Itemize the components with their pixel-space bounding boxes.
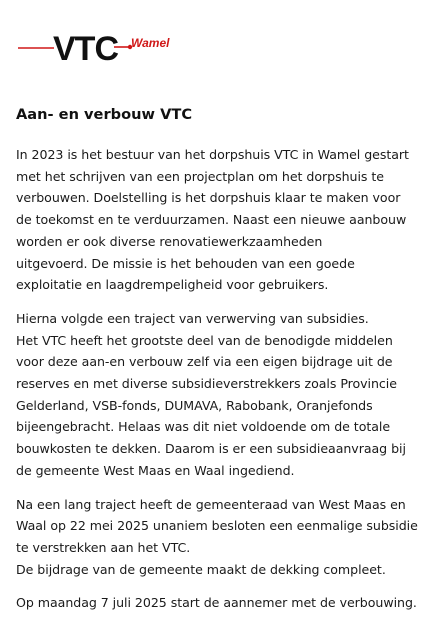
text-line: De bijdrage van de gemeente maakt de dekking compleet. (16, 561, 386, 577)
article-paragraph (16, 308, 434, 482)
article-paragraph (16, 494, 434, 581)
text-line: uitgevoerd. De missie is het behouden van een goede (16, 255, 355, 271)
text-line: Hierna volgde een traject van verwerving van subsidies. (16, 310, 369, 326)
text-line: bijeengebracht. Helaas was dit niet voldoende om de totale (16, 419, 391, 435)
text-line: bouwkosten te dekken. Daarom is er een subsidieaanvraag bij (16, 441, 406, 457)
text-line: Waal op 22 mei 2025 unaniem besloten een eenmalige subsidie (16, 518, 418, 534)
text-line: met het schrijven van een projectplan om het dorpshuis te (16, 168, 384, 184)
text-line: exploitatie en laagdrempeligheid voor gebruikers. (16, 277, 329, 293)
article-paragraph (16, 144, 434, 296)
vtc-logo (18, 28, 178, 68)
article-paragraph (16, 592, 434, 614)
text-line: de gemeente West Maas en Waal ingediend. (16, 462, 295, 478)
text-line: voor deze aan-en verbouw zelf via een eigen bijdrage uit de (16, 354, 393, 370)
article (16, 104, 434, 626)
text-line: In 2023 is het bestuur van het dorpshuis VTC in Wamel gestart (16, 147, 409, 162)
article-title: Aan- en verbouw VTC (16, 106, 193, 123)
text-line: te verstrekken aan het VTC. (16, 539, 191, 555)
text-line: reserves en met diverse subsidieverstrekkers zoals Provincie (16, 376, 397, 392)
text-line: Na een lang traject heeft de gemeenteraad van West Maas en (16, 496, 406, 512)
logo-sub-text: Wamel (131, 36, 170, 50)
text-line: verbouwen. Doelstelling is het dorpshuis klaar te maken voor (16, 190, 401, 206)
logo-main-text: VTC (53, 30, 118, 68)
text-line: de toekomst en te verduurzamen. Naast een nieuwe aanbouw (16, 212, 407, 228)
text-line: Op maandag 7 juli 2025 start de aannemer met de verbouwing. (16, 595, 417, 611)
vtc-logo-graphic (18, 28, 178, 68)
text-line: Het VTC heeft het grootste deel van de benodigde middelen (16, 332, 393, 348)
text-line: Gelderland, VSB-fonds, DUMAVA, Rabobank, Oranjefonds (16, 397, 373, 413)
text-line: worden er ook diverse renovatiewerkzaamheden (16, 233, 323, 249)
